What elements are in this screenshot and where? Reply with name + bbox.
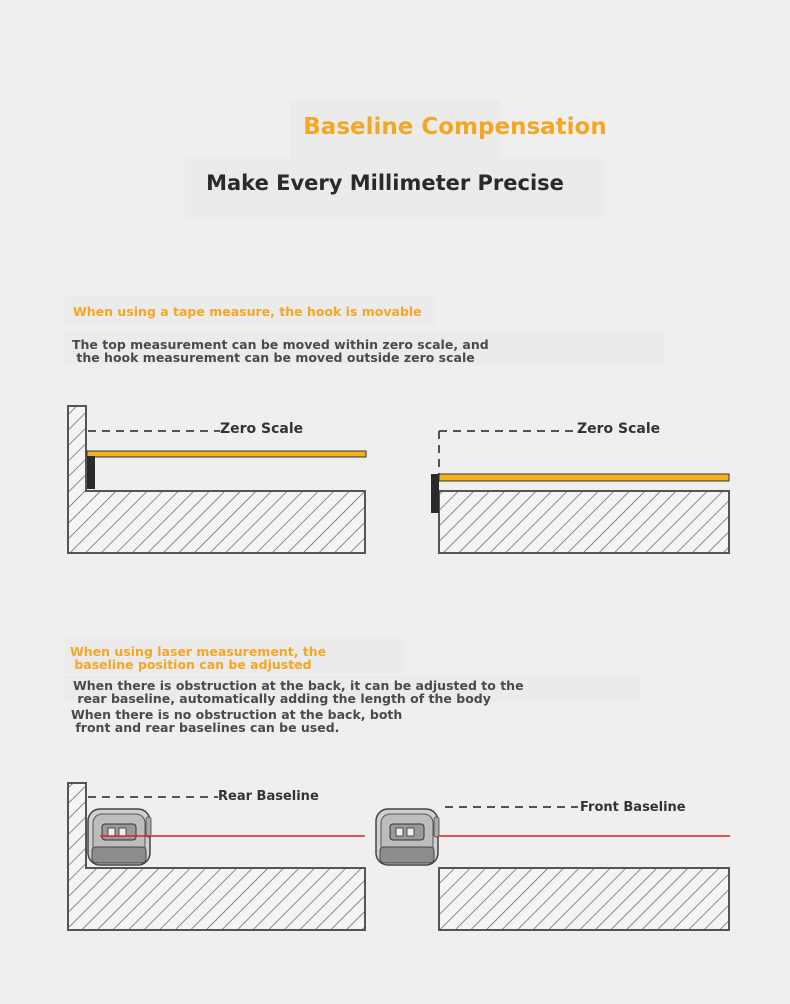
tape-hook-right [431, 474, 439, 513]
tape-hook-left [87, 456, 95, 489]
tape-body-line-1: The top measurement can be moved within zero scale, and [72, 337, 489, 352]
laser-meter-left [88, 809, 151, 865]
laser-body-line-1: When there is obstruction at the back, it can be adjusted to the [73, 678, 524, 693]
tape-diagram-right [431, 431, 729, 553]
floor-block-laser-right [439, 868, 729, 930]
laser-heading-line-2: baseline position can be adjusted [70, 657, 312, 672]
page-subtitle: Make Every Millimeter Precise [206, 171, 564, 195]
laser-heading-line-1: When using laser measurement, the [70, 644, 327, 659]
laser-diagram-left [68, 783, 365, 930]
tape-blade-left [87, 451, 366, 457]
tape-blade-right [439, 474, 729, 481]
zero-scale-label-right: Zero Scale [577, 421, 661, 437]
laser-body-line-3: When there is no obstruction at the back, both [71, 707, 403, 722]
tape-heading: When using a tape measure, the hook is movable [73, 304, 422, 319]
laser-body-line-2: rear baseline, automatically adding the length of the body [73, 691, 491, 706]
page-title: Baseline Compensation [303, 114, 607, 140]
front-baseline-label: Front Baseline [580, 800, 686, 815]
laser-diagram-right [376, 807, 730, 930]
tape-body-line-2: the hook measurement can be moved outside zero scale [72, 350, 475, 365]
wall-block-left [68, 406, 365, 553]
laser-body-line-4: front and rear baselines can be used. [71, 720, 340, 735]
laser-meter-right [376, 809, 439, 865]
rear-baseline-label: Rear Baseline [218, 789, 319, 804]
tape-diagram-left [68, 406, 366, 553]
zero-scale-label-left: Zero Scale [220, 421, 304, 437]
floor-block-right [439, 491, 729, 553]
